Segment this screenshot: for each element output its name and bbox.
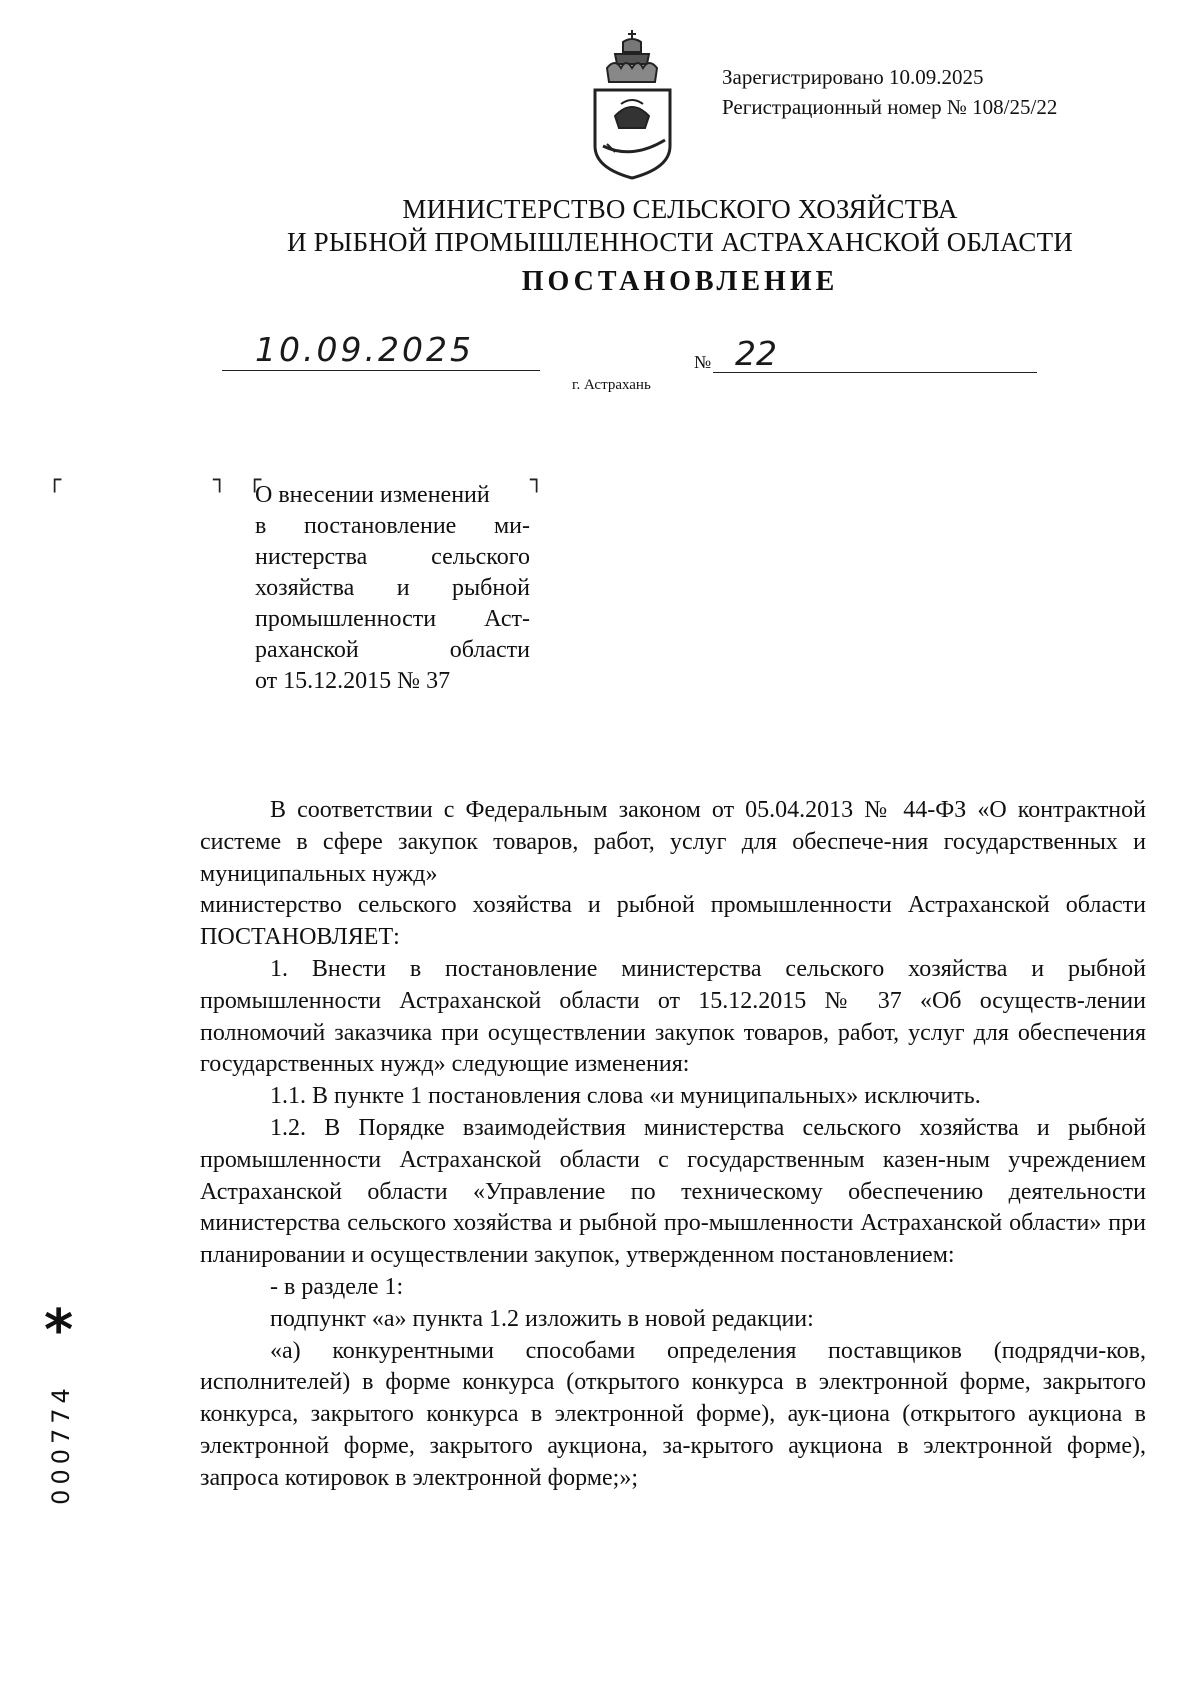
document-body [200,795,1146,1495]
item-1-paragraph: 1. Внести в постановление министерства сельского хозяйства и рыбной промышленности Астраханской области от 15.12.2015 № 37 «Об осуществ-лении полномочий заказчика при осуществлении закупок товаров, работ, услуг для обеспечения государственных нужд» следующие изменения: [200,955,1146,1078]
subject-line: промышленности Аст- [255,606,530,632]
document-type-title: ПОСТАНОВЛЕНИЕ [521,266,839,297]
subject-line: раханской области [255,637,530,663]
registration-date: Зарегистрировано 10.09.2025 [722,65,984,89]
number-underline [713,372,1037,373]
subject-close-bracket-icon: ┐ [530,468,544,493]
left-corner-bracket-icon: ┌ [48,468,62,493]
decree-subject [255,480,530,697]
subject-line: хозяйства и рыбной [255,575,530,601]
number-label: № [694,352,712,372]
city-label: г. Астрахань [572,377,651,393]
subject-line: от 15.12.2015 № 37 [255,668,451,694]
ministry-name-line2: И РЫБНОЙ ПРОМЫШЛЕННОСТИ АСТРАХАНСКОЙ ОБЛАСТИ [287,227,1073,257]
subpoint-paragraph: подпункт «а» пункта 1.2 изложить в новой редакции: [270,1305,814,1332]
coat-of-arms-emblem [585,28,680,180]
resolves-paragraph: министерство сельского хозяйства и рыбной промышленности Астраханской области ПОСТАНОВЛЯЕТ: [200,892,1146,951]
handwritten-date: 10.09.2025 [255,330,474,369]
right-corner-bracket-icon: ┐ [213,468,227,493]
subject-line: нистерства сельского [255,544,530,570]
subject-open-bracket-icon: ┌ [248,468,262,493]
registration-number: Регистрационный номер № 108/25/22 [722,95,1058,119]
date-underline [222,370,540,371]
asterisk-mark: * [44,1298,74,1363]
registration-block [722,62,1057,122]
handwritten-number: 22 [735,334,777,373]
section-paragraph: - в разделе 1: [270,1273,404,1300]
subject-line: в постановление ми- [255,513,530,539]
item-1-2-paragraph: 1.2. В Порядке взаимодействия министерства сельского хозяйства и рыбной промышленности Астраханской области с государственным казен-ным учреждением Астраханской области «Управление по техническому обеспечению деятельности министерства сельского хозяйства и рыбной про-мышленности Астраханской области» при планировании и осуществлении закупок, утвержденном постановлением: [200,1114,1146,1269]
subject-line: О внесении изменений [255,482,490,508]
ministry-name [0,193,1200,259]
stamp-number-text: 000774 [46,1383,75,1505]
item-1-1-paragraph: 1.1. В пункте 1 постановления слова «и муниципальных» исключить. [270,1083,981,1110]
margin-stamp-number [40,1370,120,1530]
preamble-paragraph: В соответствии с Федеральным законом от 05.04.2013 № 44-ФЗ «О контрактной системе в сфере закупок товаров, работ, услуг для обеспече-ния государственных и муниципальных нужд» [200,797,1146,887]
quote-paragraph: «а) конкурентными способами определения поставщиков (подрядчи-ков, исполнителей) в форме конкурса (открытого конкурса в электронной форме, закрытого конкурса, закрытого конкурса в электронной форме), аук-циона (открытого аукциона в электронной форме, закрытого аукциона, за-крытого аукциона в электронной форме), запроса котировок в электронной форме;»; [200,1337,1146,1491]
ministry-name-line1: МИНИСТЕРСТВО СЕЛЬСКОГО ХОЗЯЙСТВА [402,194,958,224]
